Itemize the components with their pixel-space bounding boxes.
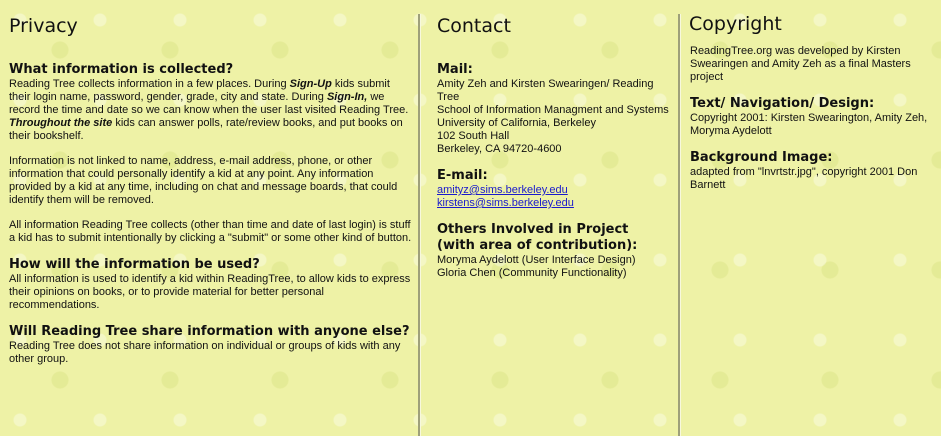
contact-body — [437, 62, 675, 280]
copyright-column — [678, 0, 941, 436]
collected-paragraph — [9, 78, 414, 143]
contributor-item: Gloria Chen (Community Functionality) — [437, 267, 627, 279]
text: we record the time and date so we can know when the user last visited Reading Tree. — [9, 91, 409, 116]
used-paragraph: All information is used to identify a kid within ReadingTree, to allow kids to express their opinions on books, or to provide material for better personal recommendations. — [9, 273, 411, 311]
not-linked-paragraph: Information is not linked to name, address, e-mail address, phone, or other information that could personally identify a kid at any point. Any information provided by a kid at any time, including on chat and message boards, that could identify them will be removed. — [9, 155, 398, 206]
design-heading: Text/ Navigation/ Design: — [690, 96, 875, 111]
mail-line: 102 South Hall — [437, 130, 510, 142]
text: kids can answer polls, rate/review books, and put books on their bookshelf. — [9, 117, 403, 142]
email-link-kirsten[interactable]: kirstens@sims.berkeley.edu — [437, 197, 574, 209]
mail-heading: Mail: — [437, 62, 473, 77]
signin-emphasis: Sign-In, — [326, 91, 368, 103]
text: Reading Tree collects information in a few places. During — [9, 78, 290, 90]
design-text: Copyright 2001: Kirsten Swearington, Amity Zeh, Moryma Aydelott — [690, 112, 928, 137]
share-paragraph: Reading Tree does not share information on individual or groups of kids with any other group. — [9, 340, 401, 365]
mail-line: University of California, Berkeley — [437, 117, 596, 129]
intentional-paragraph: All information Reading Tree collects (other than time and date of last login) is stuff a kid has to submit intentionally by clicking a "submit" or some other kind of button. — [9, 219, 412, 244]
copyright-title: Copyright — [689, 13, 782, 35]
others-heading: Others Involved in Project — [437, 222, 629, 237]
mail-line: School of Information Managment and Systems — [437, 104, 669, 116]
signup-emphasis: Sign-Up — [289, 78, 332, 90]
mail-line: Berkeley, CA 94720-4600 — [437, 143, 562, 155]
contributor-item: Moryma Aydelott (User Interface Design) — [437, 254, 636, 266]
others-subheading: (with area of contribution): — [437, 238, 638, 253]
privacy-body — [9, 62, 414, 366]
copyright-intro: ReadingTree.org was developed by Kirsten Swearingen and Amity Zeh as a final Masters project — [690, 45, 911, 83]
copyright-body — [690, 45, 935, 192]
privacy-column — [0, 0, 420, 436]
question-used: How will the information be used? — [9, 257, 260, 272]
background-image-heading: Background Image: — [690, 150, 833, 165]
contact-title: Contact — [437, 15, 511, 37]
mail-line: Amity Zeh and Kirsten Swearingen/ Reading Tree — [437, 78, 654, 103]
contact-column — [420, 0, 678, 436]
throughout-emphasis: Throughout the site — [9, 117, 113, 129]
question-collected: What information is collected? — [9, 62, 234, 77]
background-image-text: adapted from "lnvrtstr.jpg", copyright 2001 Don Barnett — [690, 166, 918, 191]
text: kids submit their login name, password, gender, grade, city and state. During — [9, 78, 390, 103]
email-heading: E-mail: — [437, 168, 488, 183]
privacy-title: Privacy — [9, 15, 78, 37]
question-share: Will Reading Tree share information with anyone else? — [9, 324, 410, 339]
email-link-amity[interactable]: amityz@sims.berkeley.edu — [437, 184, 568, 196]
